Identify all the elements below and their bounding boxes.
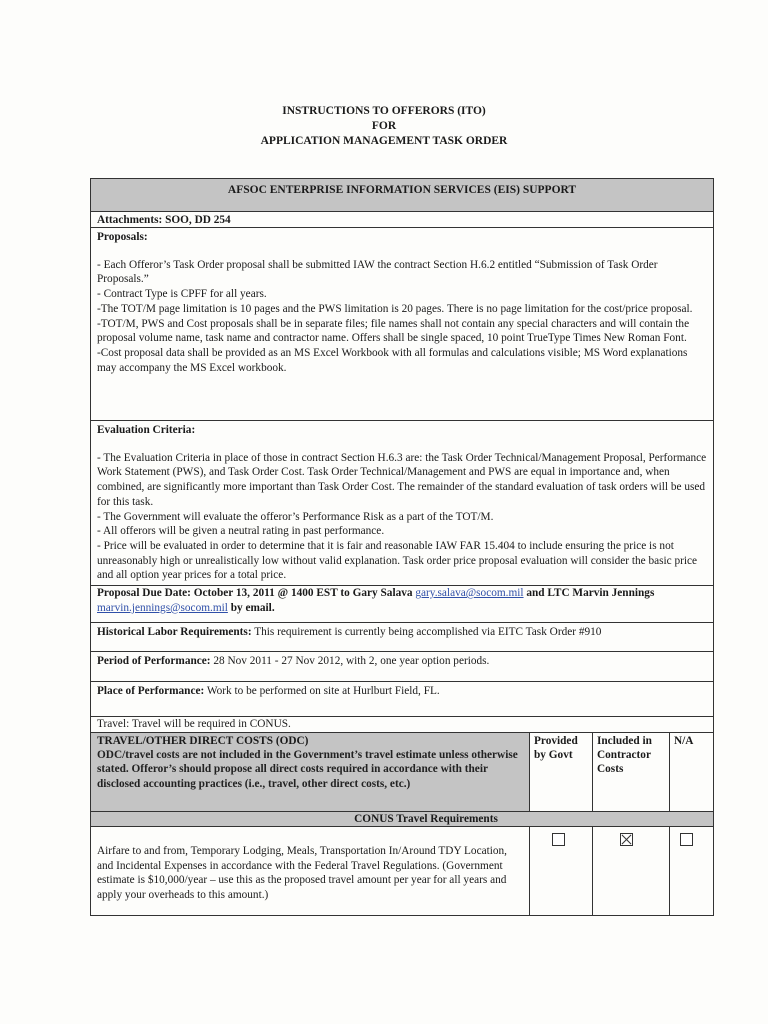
- airfare-description: Airfare to and from, Temporary Lodging, Meals, Transportation In/Around TDY Location, and Incidental Expenses in accordance with the Federal Travel Regulations. (Government estimate is $10,000/year – use this as the proposed travel amount per year for all years and apply your overheads to this amount.): [97, 845, 508, 901]
- proposals-list: [97, 258, 707, 376]
- place-label: Place of Performance:: [97, 685, 205, 697]
- document-title: [0, 104, 768, 149]
- provided-by-govt-cell: [529, 827, 592, 915]
- provided-by-govt-checkbox[interactable]: [552, 833, 565, 846]
- historical-label: Historical Labor Requirements:: [97, 626, 252, 638]
- title-line-3: APPLICATION MANAGEMENT TASK ORDER: [260, 135, 508, 147]
- included-in-contractor-costs-checkbox[interactable]: [620, 833, 633, 846]
- odc-grid: [91, 732, 713, 915]
- historical-labor-row: [91, 622, 713, 651]
- list-item: -The TOT/M page limitation is 10 pages and the PWS limitation is 20 pages. There is no page limitation for the cost/price proposal.: [97, 302, 693, 315]
- email-link-marvin-jennings[interactable]: marvin.jennings@socom.mil: [97, 601, 228, 614]
- list-item: -Cost proposal data shall be provided as an MS Excel Workbook with all formulas and calculations visible; MS Word explanations may accompany the MS Excel workbook.: [97, 346, 688, 374]
- evaluation-section: [91, 420, 713, 585]
- conus-travel-band: [91, 811, 713, 827]
- historical-value: This requirement is currently being accomplished via EITC Task Order #910: [251, 626, 602, 638]
- odc-header-cell: [91, 733, 529, 811]
- attachments-row: Attachments: SOO, DD 254: [91, 211, 713, 227]
- section-band-afsoc: AFSOC ENTERPRISE INFORMATION SERVICES (EIS) SUPPORT: [91, 178, 713, 211]
- travel-value: Travel will be required in CONUS.: [129, 718, 291, 730]
- list-item: - All offerors will be given a neutral rating in past performance.: [97, 525, 385, 538]
- due-date-text-2: and LTC Marvin Jennings: [523, 587, 655, 599]
- title-line-1: INSTRUCTIONS TO OFFERORS (ITO): [282, 105, 486, 117]
- travel-row: [91, 716, 713, 732]
- list-item: - Price will be evaluated in order to determine that it is fair and reasonable IAW FAR 15.404 to include ensuring the price is not unreasonably high or unrealistically low without valid explanation. Task order price proposal evaluation will consider the basic price and all option year prices for a total price.: [97, 539, 698, 582]
- evaluation-list: [97, 451, 707, 583]
- period-label: Period of Performance:: [97, 655, 211, 667]
- evaluation-label: Evaluation Criteria:: [97, 424, 196, 436]
- proposals-label: Proposals:: [97, 231, 148, 243]
- ito-form-table: [90, 178, 714, 916]
- place-value: Work to be performed on site at Hurlburt Field, FL.: [204, 685, 440, 697]
- included-in-contractor-costs-cell: [592, 827, 669, 915]
- list-item: - Each Offeror’s Task Order proposal shall be submitted IAW the contract Section H.6.2 entitled “Submission of Task Order Proposals.”: [97, 258, 658, 286]
- list-item: - The Government will evaluate the offeror’s Performance Risk as a part of the TOT/M.: [97, 510, 494, 523]
- na-checkbox[interactable]: [680, 833, 693, 846]
- column-header-included-in-contractor-costs: Included in Contractor Costs: [592, 733, 669, 811]
- column-header-na: N/A: [669, 733, 713, 811]
- email-link-gary-salava[interactable]: gary.salava@socom.mil: [415, 587, 524, 599]
- period-value: 28 Nov 2011 - 27 Nov 2012, with 2, one year option periods.: [210, 655, 490, 667]
- odc-body: ODC/travel costs are not included in the Government’s travel estimate unless otherwise stated. Offeror’s should propose all direct costs required in accordance with their disclosed accounting practices (i.e., travel, other direct costs, etc.): [97, 749, 518, 790]
- proposals-section: [91, 227, 713, 420]
- odc-title: TRAVEL/OTHER DIRECT COSTS (ODC): [97, 735, 309, 747]
- conus-travel-label: CONUS Travel Requirements: [354, 813, 498, 825]
- list-item: - The Evaluation Criteria in place of those in contract Section H.6.3 are: the Task Order Technical/Management Proposal, Performance Work Statement (PWS), and Task Order Cost. Task Order Technical/Management and PWS are equal in importance and, when combined, are significantly more important than Task Order Cost. The remainder of the standard evaluation of task orders will be used for this task.: [97, 451, 707, 508]
- na-cell: [669, 827, 713, 915]
- due-date-text-3: by email.: [227, 601, 275, 614]
- travel-label: Travel:: [97, 718, 130, 730]
- place-of-performance-row: [91, 681, 713, 716]
- list-item: - Contract Type is CPFF for all years.: [97, 288, 267, 301]
- due-date-text: Proposal Due Date: October 13, 2011 @ 1400 EST to Gary Salava: [97, 587, 416, 599]
- period-of-performance-row: [91, 651, 713, 681]
- proposal-due-date-row: [91, 585, 713, 622]
- column-header-provided-by-govt: Provided by Govt: [529, 733, 592, 811]
- list-item: -TOT/M, PWS and Cost proposals shall be in separate files; file names shall not contain any special characters and will contain the proposal volume name, task name and contractor name. Offers shall be single spaced, 10 point TrueType Times New Roman Font.: [97, 317, 690, 345]
- title-line-2: FOR: [371, 120, 397, 132]
